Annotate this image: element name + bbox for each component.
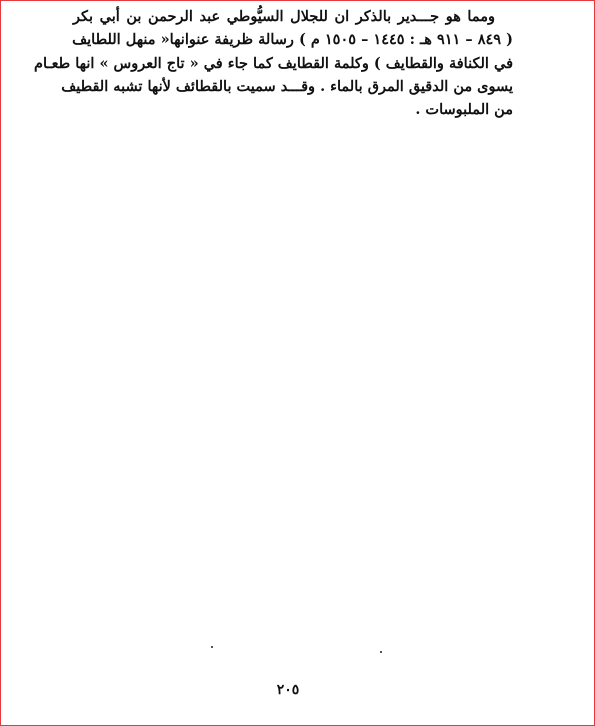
text-line: ( ٨٤٩ – ٩١١ هـ : ١٤٤٥ – ١٥٠٥ م ) رسالة ظريفة عنوانها« منهل اللطايف [72, 31, 513, 49]
text-line: من الملبوسات . [415, 101, 513, 119]
scan-speck [380, 651, 382, 653]
text-line: في الكنافة والقطايف ) وكلمة القطايف كما جاء في « تاج العروس » انها طعـام [34, 54, 513, 72]
scan-speck [211, 646, 213, 648]
text-line: ومما هو جـــدير بالذكر ان للجلال السيُّوطي عبد الرحمن بن أبي بكر [73, 8, 495, 25]
text-line: يسوى من الدقيق المرق بالماء . وقـــد سميت بالقطائف لأنها تشبه القطيف [61, 77, 513, 95]
body-paragraph [34, 5, 513, 121]
page-number: ٢٠٥ [276, 682, 300, 698]
